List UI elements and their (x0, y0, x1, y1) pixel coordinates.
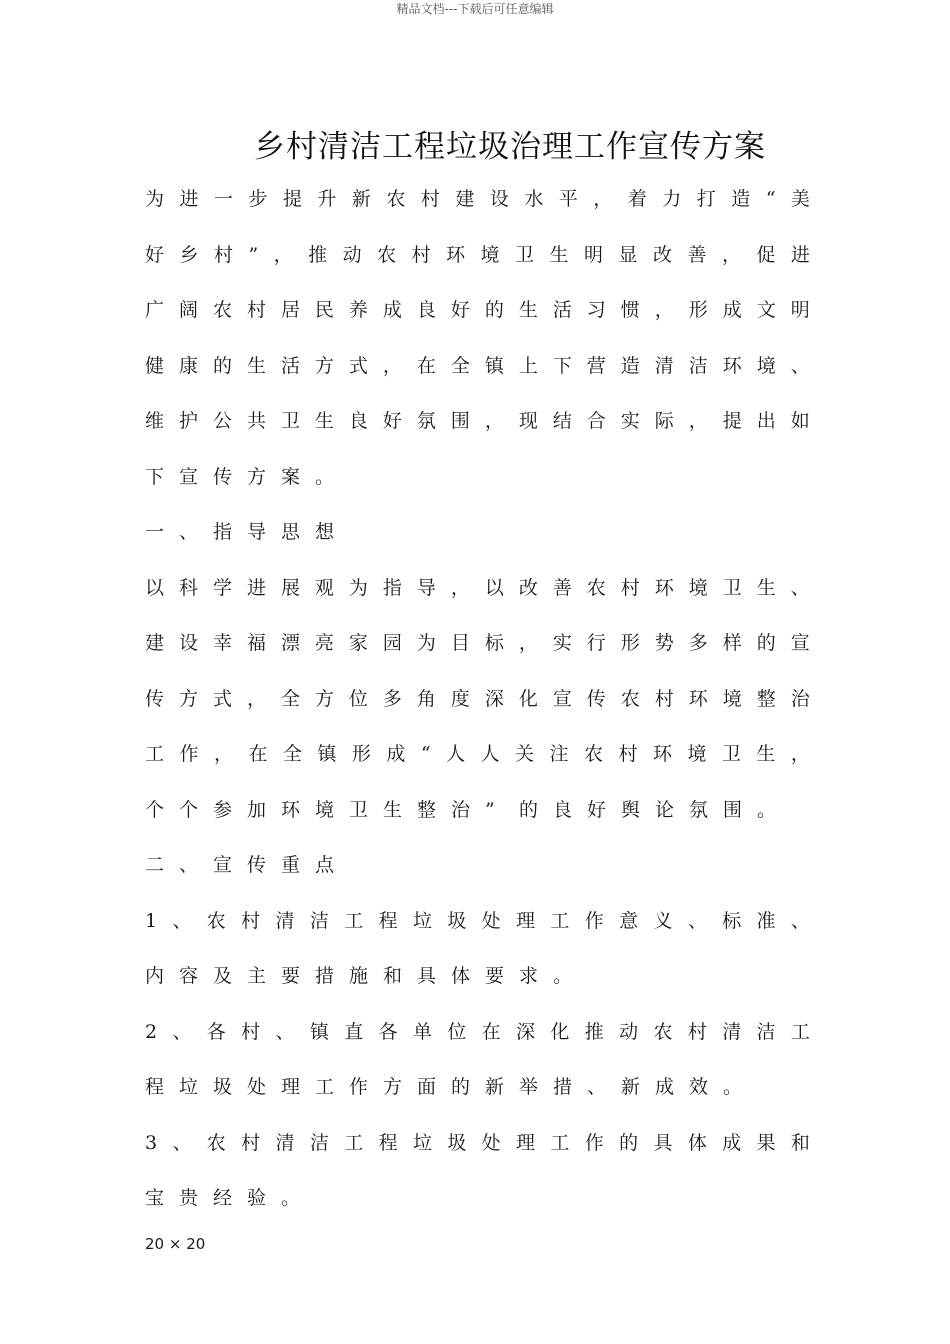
text-line: 下 宣 传 方 案 。 (145, 465, 335, 488)
document-title: 乡村清洁工程垃圾治理工作宣传方案 (254, 129, 766, 165)
text-line: 好 乡 村 ” ， 推 动 农 村 环 境 卫 生 明 显 改 善 ， 促 进 (145, 243, 810, 266)
document-body (145, 172, 810, 1227)
text-line: 内 容 及 主 要 措 施 和 具 体 要 求 。 (145, 965, 573, 987)
text-line: 为 进 一 步 提 升 新 农 村 建 设 水 平 ， 着 力 打 造 “ 美 (145, 188, 810, 210)
page-header: 精品文档---下载后可任意编辑 (396, 2, 554, 16)
text-line: 1 、 农 村 清 洁 工 程 垃 圾 处 理 工 作 意 义 、 标 准 、 (145, 909, 810, 932)
text-line: 建 设 幸 福 漂 亮 家 园 为 目 标 ， 实 行 形 势 多 样 的 宣 (145, 632, 810, 654)
grid-size-note: 20 × 20 (145, 1235, 206, 1253)
text-line: 个 个 参 加 环 境 卫 生 整 治 ” 的 良 好 舆 论 氛 围 。 (145, 798, 777, 821)
text-line: 以 科 学 进 展 观 为 指 导 ， 以 改 善 农 村 环 境 卫 生 、 (145, 576, 810, 599)
text-line: 工 作 ， 在 全 镇 形 成 “ 人 人 关 注 农 村 环 境 卫 生 ， (145, 743, 810, 765)
text-line: 2 、 各 村 、 镇 直 各 单 位 在 深 化 推 动 农 村 清 洁 工 (145, 1020, 810, 1043)
text-line: 健 康 的 生 活 方 式 ， 在 全 镇 上 下 营 造 清 洁 环 境 、 (145, 354, 810, 377)
text-line: 宝 贵 经 验 。 (145, 1187, 301, 1209)
text-line: 维 护 公 共 卫 生 良 好 氛 围 ， 现 结 合 实 际 ， 提 出 如 (145, 410, 810, 432)
text-line: 一 、 指 导 思 想 (145, 521, 335, 543)
text-line: 广 阔 农 村 居 民 养 成 良 好 的 生 活 习 惯 ， 形 成 文 明 (145, 299, 810, 321)
text-line: 程 垃 圾 处 理 工 作 方 面 的 新 举 措 、 新 成 效 。 (145, 1076, 743, 1098)
text-line: 3 、 农 村 清 洁 工 程 垃 圾 处 理 工 作 的 具 体 成 果 和 (145, 1131, 810, 1154)
text-line: 二 、 宣 传 重 点 (145, 854, 335, 876)
text-line: 传 方 式 ， 全 方 位 多 角 度 深 化 宣 传 农 村 环 境 整 治 (145, 687, 810, 710)
